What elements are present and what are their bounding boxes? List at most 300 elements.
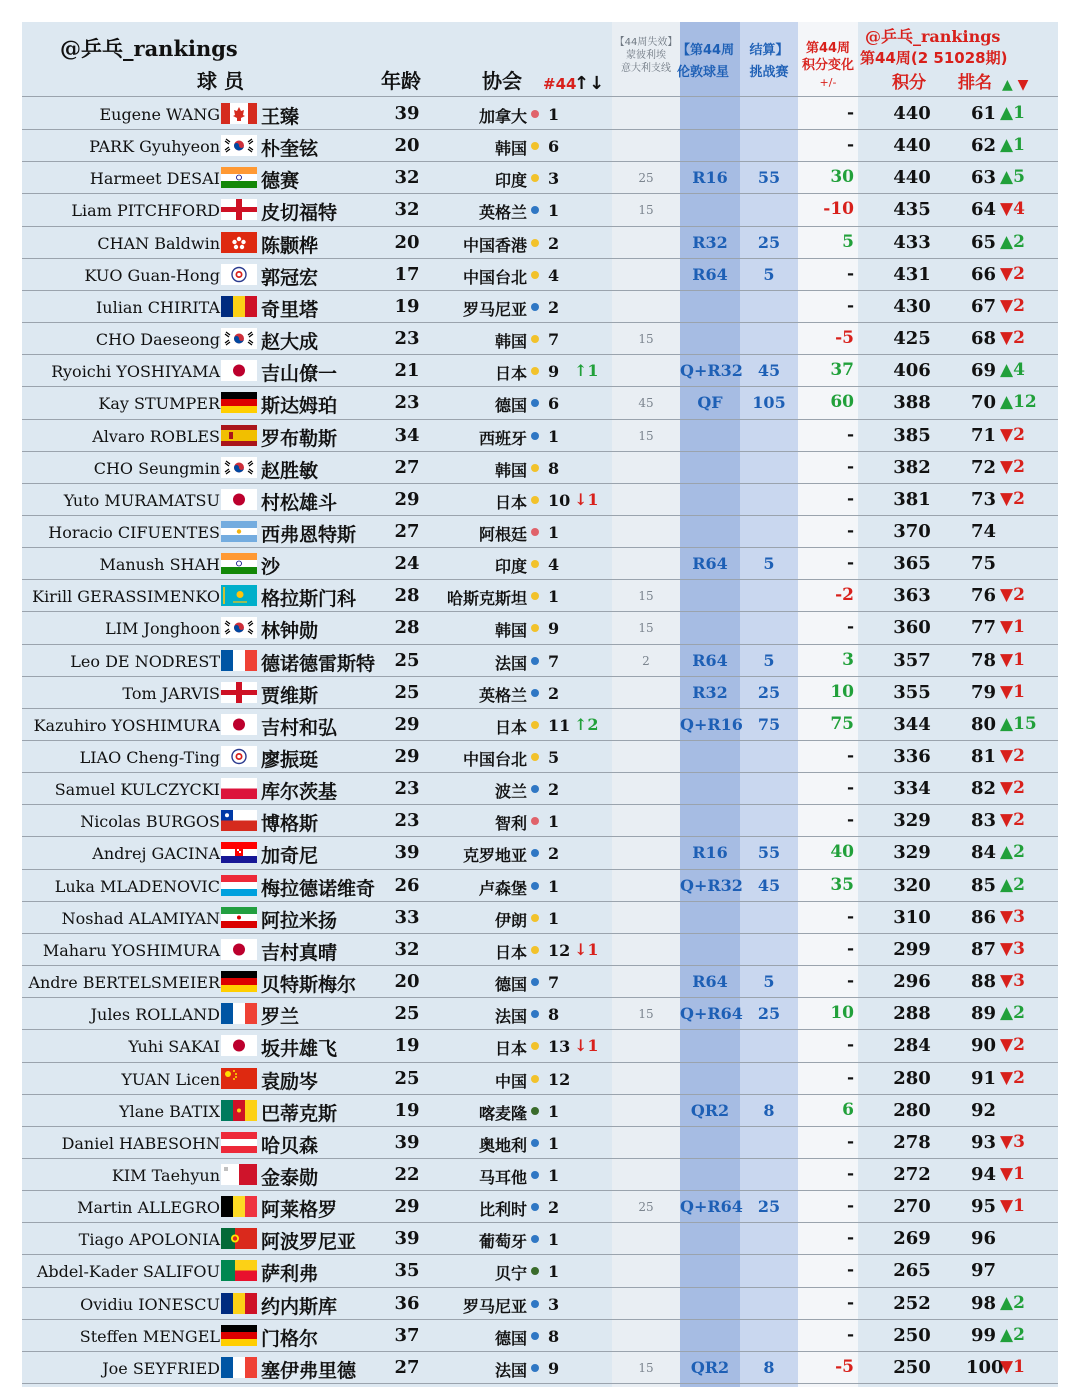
- association-rank-week44: 1: [548, 1101, 560, 1121]
- ranking-points: 381: [893, 488, 931, 510]
- points-change: 6: [842, 1099, 854, 1120]
- challenge-points: 55: [757, 168, 781, 188]
- player-age: 26: [394, 874, 420, 896]
- player-name-en: CHAN Baldwin: [97, 233, 220, 253]
- player-association: 韩国: [494, 460, 527, 480]
- association-rank-week44: 1: [548, 1230, 560, 1250]
- player-age: 27: [394, 456, 420, 478]
- points-change: 3: [842, 649, 854, 670]
- ranking-position: 84: [970, 842, 996, 864]
- ranking-position: 90: [970, 1035, 996, 1057]
- player-age: 23: [394, 810, 420, 832]
- region-dot-icon: [531, 753, 539, 761]
- ranking-position: 73: [970, 488, 996, 510]
- association-rank-move: ↓1: [574, 939, 599, 959]
- association-rank-week44: 1: [548, 105, 560, 124]
- table-row: [22, 419, 1058, 451]
- region-dot-icon: [531, 1075, 539, 1083]
- japan-flag-icon: [221, 489, 257, 510]
- romania-flag-icon: [221, 296, 257, 317]
- player-name-en: KIM Taehyun: [111, 1165, 220, 1185]
- header-player: 球 员: [197, 69, 244, 93]
- challenge-points: 55: [757, 843, 781, 863]
- ranking-points: 406: [893, 360, 931, 382]
- player-name-cn: 西弗恩特斯: [261, 523, 357, 546]
- player-age: 29: [394, 746, 420, 767]
- region-dot-icon: [531, 785, 539, 793]
- ranking-position: 71: [970, 424, 996, 446]
- ranking-position: 65: [970, 231, 996, 253]
- table-row: [22, 611, 1058, 643]
- region-dot-icon: [531, 721, 539, 729]
- association-rank-week44: 2: [548, 1198, 560, 1218]
- player-name-cn: 阿波罗尼亚: [261, 1231, 357, 1254]
- ranking-points: 278: [893, 1131, 931, 1153]
- player-name-cn: 阿拉米扬: [261, 909, 338, 932]
- player-age: 32: [394, 167, 420, 189]
- tournament-result: R64: [692, 554, 728, 574]
- player-age: 32: [394, 199, 420, 221]
- table-row: [22, 1351, 1058, 1383]
- player-name-en: Yuto MURAMATSU: [63, 490, 220, 510]
- ranking-position: 87: [970, 938, 996, 960]
- player-name-cn: 廖振珽: [261, 749, 319, 771]
- player-age: 19: [394, 1035, 420, 1057]
- player-name-cn: 罗兰: [261, 1006, 300, 1029]
- tournament-result: Q+R64: [680, 1197, 743, 1217]
- player-name-cn: 斯达姆珀: [261, 395, 338, 418]
- player-name-cn: 吉山僚一: [261, 363, 338, 386]
- region-dot-icon: [531, 1332, 539, 1340]
- player-association: 克罗地亚: [462, 846, 527, 866]
- header-expired: 【44周失效】 蒙彼利埃 意大利支线: [614, 37, 678, 74]
- player-age: 23: [394, 328, 420, 350]
- rank-movement: ▲12: [1000, 392, 1037, 413]
- rank-movement: ▼2: [1000, 488, 1025, 509]
- player-name-cn: 格拉斯门科: [261, 588, 357, 611]
- ranking-points: 435: [893, 199, 931, 221]
- rank-movement: ▼1: [1000, 1163, 1025, 1184]
- table-row: [22, 933, 1058, 965]
- points-change: -: [846, 488, 854, 509]
- france-flag-icon: [221, 650, 257, 671]
- region-dot-icon: [531, 303, 539, 311]
- association-rank-week44: 3: [548, 169, 560, 189]
- player-age: 35: [394, 1260, 420, 1282]
- header-challenge: 结算】 挑战赛: [749, 43, 789, 80]
- player-association: 比利时: [478, 1200, 527, 1220]
- rank-movement: ▲1: [1000, 103, 1025, 123]
- ranking-position: 64: [970, 199, 996, 221]
- region-dot-icon: [531, 1364, 539, 1372]
- ranking-points: 430: [893, 295, 931, 317]
- ranking-points: 329: [893, 842, 931, 864]
- player-age: 36: [394, 1292, 420, 1314]
- region-dot-icon: [531, 689, 539, 697]
- points-change: 37: [830, 360, 854, 381]
- player-association: 日本: [494, 942, 527, 962]
- croatia-flag-icon: [221, 842, 257, 863]
- ranking-position: 96: [970, 1228, 996, 1250]
- expired-points: 15: [638, 332, 654, 347]
- ranking-points: 284: [893, 1035, 931, 1057]
- player-name-en: Ovidiu IONESCU: [80, 1294, 220, 1314]
- points-change: -10: [823, 199, 854, 220]
- ranking-points: 272: [893, 1163, 931, 1185]
- malta-flag-icon: [221, 1164, 257, 1185]
- player-association: 日本: [494, 492, 527, 512]
- ranking-position: 100: [966, 1356, 1004, 1378]
- rank-movement: ▼3: [1000, 1131, 1025, 1152]
- association-rank-week44: 1: [548, 908, 560, 928]
- hongkong-flag-icon: [221, 232, 257, 253]
- player-name-en: Kay STUMPER: [98, 394, 220, 414]
- table-row: [22, 676, 1058, 708]
- player-name-cn: 皮切福特: [261, 202, 338, 225]
- ranking-points: 310: [893, 906, 931, 928]
- player-name-en: Horacio CIFUENTES: [48, 522, 220, 542]
- korea-flag-icon: [221, 328, 257, 349]
- expired-points: 15: [638, 203, 654, 218]
- association-rank-week44: 2: [548, 780, 560, 800]
- player-association: 英格兰: [478, 685, 527, 705]
- rank-movement: ▼2: [1000, 810, 1025, 831]
- player-association: 奥地利: [478, 1135, 527, 1155]
- association-rank-week44: 1: [548, 876, 560, 896]
- player-age: 20: [394, 971, 420, 993]
- player-name-en: Harmeet DESAI: [89, 169, 220, 189]
- points-change: -: [846, 906, 854, 927]
- luxembourg-flag-icon: [221, 875, 257, 896]
- table-row: [22, 547, 1058, 579]
- player-age: 28: [394, 585, 420, 607]
- region-dot-icon: [531, 239, 539, 247]
- points-change: -: [846, 424, 854, 445]
- player-age: 27: [394, 1356, 420, 1378]
- points-change: -: [846, 263, 854, 284]
- player-name-cn: 郭冠宏: [261, 266, 319, 289]
- player-name-en: Steffen MENGEL: [79, 1326, 220, 1346]
- japan-flag-icon: [221, 1035, 257, 1056]
- header-association: 协会: [482, 69, 522, 93]
- player-association: 德国: [494, 975, 527, 995]
- association-rank-week44: 9: [548, 619, 560, 639]
- points-change: -: [846, 778, 854, 799]
- ranking-position: 94: [970, 1163, 996, 1185]
- rank-movement: ▼2: [1000, 328, 1025, 349]
- region-dot-icon: [531, 946, 539, 954]
- ranking-position: 95: [970, 1196, 996, 1218]
- japan-flag-icon: [221, 360, 257, 381]
- rank-movement: ▼2: [1000, 1035, 1025, 1056]
- player-name-en: Tom JARVIS: [122, 683, 220, 703]
- ranking-points: 360: [893, 617, 931, 639]
- table-row: [22, 708, 1058, 740]
- player-name-en: KUO Guan-Hong: [84, 265, 220, 285]
- association-rank-week44: 7: [548, 973, 560, 993]
- india-flag-icon: [221, 167, 257, 188]
- player-name-cn: 加奇尼: [261, 845, 319, 868]
- player-name-en: PARK Gyuhyeon: [89, 137, 220, 157]
- tournament-result: R16: [692, 843, 728, 863]
- association-rank-week44: 6: [548, 137, 560, 157]
- ranking-points: 425: [893, 328, 931, 350]
- player-name-en: Samuel KULCZYCKI: [54, 780, 220, 800]
- challenge-points: 5: [763, 554, 775, 574]
- player-association: 中国台北: [462, 750, 527, 769]
- region-dot-icon: [531, 142, 539, 150]
- table-row: [22, 97, 1058, 129]
- rank-movement: ▼1: [1000, 617, 1025, 638]
- region-dot-icon: [531, 592, 539, 600]
- player-age: 34: [394, 424, 420, 446]
- player-association: 罗马尼亚: [462, 299, 527, 319]
- expired-points: 15: [638, 621, 654, 636]
- tournament-result: R32: [692, 682, 728, 702]
- rank-movement: ▼1: [1000, 1356, 1025, 1377]
- ranking-points: 265: [893, 1260, 931, 1282]
- table-row: [22, 129, 1058, 161]
- taipei-flag-icon: [221, 264, 257, 285]
- table-row: [22, 515, 1058, 547]
- player-name-cn: 林钟勋: [261, 620, 319, 643]
- player-name-en: Andre BERTELSMEIER: [28, 973, 220, 993]
- player-name-en: Yuhi SAKAI: [128, 1037, 220, 1057]
- player-association: 法国: [494, 653, 527, 673]
- player-age: 17: [394, 263, 420, 285]
- player-association: 日本: [494, 1039, 527, 1059]
- player-name-cn: 朴奎铉: [261, 138, 319, 161]
- challenge-points: 8: [763, 1357, 775, 1377]
- player-age: 37: [394, 1324, 420, 1346]
- player-name-en: LIM Jonghoon: [105, 619, 220, 639]
- ranking-points: 385: [893, 424, 931, 446]
- argentina-flag-icon: [221, 521, 257, 542]
- region-dot-icon: [531, 1139, 539, 1147]
- rank-movement: ▼3: [1000, 938, 1025, 959]
- player-age: 21: [394, 360, 420, 382]
- association-rank-move: ↓1: [574, 1036, 599, 1056]
- player-association: 韩国: [494, 139, 527, 159]
- ranking-position: 99: [970, 1324, 996, 1346]
- points-change: -: [846, 1292, 854, 1313]
- association-rank-week44: 4: [548, 555, 560, 575]
- association-rank-week44: 2: [548, 297, 560, 317]
- player-association: 中国: [494, 1071, 527, 1091]
- association-rank-week44: 13: [548, 1037, 571, 1057]
- korea-flag-icon: [221, 617, 257, 638]
- expired-points: 15: [638, 1360, 654, 1375]
- header-rank-arrows: ▲ ▼: [1002, 77, 1029, 93]
- challenge-points: 45: [757, 361, 781, 381]
- player-name-cn: 村松雄斗: [261, 491, 338, 514]
- ranking-points: 433: [893, 231, 931, 253]
- ranking-points: 329: [893, 810, 931, 832]
- association-rank-week44: 9: [548, 1358, 560, 1378]
- ranking-position: 62: [970, 135, 996, 157]
- rank-movement: ▼2: [1000, 585, 1025, 606]
- benin-flag-icon: [221, 1260, 257, 1281]
- ranking-points: 440: [893, 135, 931, 157]
- player-name-cn: 博格斯: [261, 813, 319, 836]
- points-change: -: [846, 1196, 854, 1217]
- ranking-points: 370: [893, 520, 931, 542]
- player-age: 22: [394, 1163, 420, 1185]
- player-name-en: Eugene WANG: [99, 105, 220, 124]
- association-rank-week44: 1: [548, 426, 560, 446]
- ranking-points: 280: [893, 1067, 931, 1089]
- japan-flag-icon: [221, 939, 257, 960]
- region-dot-icon: [531, 560, 539, 568]
- player-age: 29: [394, 488, 420, 510]
- ranking-points: 320: [893, 874, 931, 896]
- points-change: -: [846, 1131, 854, 1152]
- ranking-points: 440: [893, 103, 931, 124]
- player-age: 29: [394, 1196, 420, 1218]
- ranking-points: 270: [893, 1196, 931, 1218]
- row-divider: [22, 1383, 1058, 1384]
- player-association: 阿根廷: [478, 524, 527, 544]
- portugal-flag-icon: [221, 1228, 257, 1249]
- ranking-position: 85: [970, 874, 996, 896]
- ranking-position: 61: [970, 103, 996, 124]
- header-points: 积分: [892, 73, 926, 93]
- challenge-points: 105: [752, 393, 786, 413]
- rank-movement: ▲2: [1000, 874, 1025, 895]
- expired-points: 15: [638, 1007, 654, 1022]
- points-change: -: [846, 295, 854, 316]
- player-age: 39: [394, 103, 420, 124]
- table-row: [22, 740, 1058, 772]
- player-association: 西班牙: [478, 428, 527, 448]
- ranking-points: 355: [893, 681, 931, 703]
- table-row: [22, 1254, 1058, 1286]
- player-age: 39: [394, 842, 420, 864]
- player-name-cn: 袁励岑: [261, 1070, 319, 1093]
- ranking-points: 336: [893, 746, 931, 767]
- region-dot-icon: [531, 1171, 539, 1179]
- points-change: -5: [835, 1356, 854, 1377]
- association-rank-week44: 8: [548, 1326, 560, 1346]
- region-dot-icon: [531, 657, 539, 665]
- player-association: 哈斯克斯坦: [446, 589, 527, 609]
- rank-movement: ▲2: [1000, 842, 1025, 863]
- player-name-cn: 约内斯库: [261, 1295, 338, 1318]
- rank-movement: ▼2: [1000, 778, 1025, 799]
- rank-movement: ▲2: [1000, 1324, 1025, 1345]
- germany-flag-icon: [221, 392, 257, 413]
- england-flag-icon: [221, 682, 257, 703]
- tournament-result: Q+R16: [680, 714, 743, 734]
- taipei-flag-icon: [221, 746, 257, 767]
- points-change: -: [846, 1260, 854, 1281]
- association-rank-move: ↓1: [574, 489, 599, 509]
- region-dot-icon: [531, 1267, 539, 1275]
- challenge-points: 25: [757, 682, 781, 702]
- association-rank-week44: 2: [548, 844, 560, 864]
- england-flag-icon: [221, 199, 257, 220]
- association-rank-week44: 3: [548, 1294, 560, 1314]
- tournament-result: Q+R32: [680, 875, 743, 895]
- player-association: 印度: [494, 557, 527, 577]
- header-result: 【第44周 伦敦球星: [677, 43, 735, 80]
- rank-movement: ▼2: [1000, 263, 1025, 284]
- association-rank-week44: 11: [548, 715, 571, 735]
- ranking-position: 82: [970, 778, 996, 800]
- player-name-en: Jules ROLLAND: [90, 1005, 220, 1025]
- challenge-points: 75: [757, 714, 781, 734]
- ranking-position: 70: [970, 392, 996, 414]
- player-name-en: Ylane BATIX: [119, 1101, 220, 1121]
- table-row: [22, 1222, 1058, 1254]
- rank-movement: ▼3: [1000, 906, 1025, 927]
- ranking-position: 75: [970, 553, 996, 575]
- challenge-points: 25: [757, 1004, 781, 1024]
- points-change: 75: [830, 713, 854, 734]
- player-age: 25: [394, 1003, 420, 1025]
- region-dot-icon: [531, 1203, 539, 1211]
- association-rank-week44: 8: [548, 458, 560, 478]
- rank-movement: ▼2: [1000, 746, 1025, 766]
- rank-movement: ▲2: [1000, 231, 1025, 252]
- points-change: 5: [842, 231, 854, 252]
- points-change: -: [846, 456, 854, 477]
- ranking-points: 299: [893, 938, 931, 960]
- association-rank-week44: 10: [548, 490, 571, 510]
- table-row: [22, 965, 1058, 997]
- region-dot-icon: [531, 206, 539, 214]
- ranking-points: 363: [893, 585, 931, 607]
- ranking-position: 89: [970, 1003, 996, 1025]
- table-row: [22, 1319, 1058, 1351]
- association-rank-move: ↑1: [574, 361, 599, 381]
- points-change: 60: [830, 392, 854, 413]
- region-dot-icon: [531, 849, 539, 857]
- ranking-position: 79: [970, 681, 996, 703]
- table-row: [22, 258, 1058, 290]
- table-row: [22, 997, 1058, 1029]
- ranking-position: 66: [970, 263, 996, 285]
- association-rank-week44: 1: [548, 1165, 560, 1185]
- rank-movement: ▼1: [1000, 681, 1025, 702]
- player-name-cn: 德诺德雷斯特: [261, 652, 376, 675]
- association-rank-week44: 8: [548, 1005, 560, 1025]
- association-rank-week44: 1: [548, 812, 560, 832]
- points-change: -: [846, 617, 854, 638]
- points-change: 35: [830, 874, 854, 895]
- table-row: [22, 1287, 1058, 1319]
- player-name-en: Andrej GACINA: [92, 844, 220, 864]
- region-dot-icon: [531, 399, 539, 407]
- player-name-cn: 陈颢桦: [261, 234, 319, 257]
- table-row: [22, 804, 1058, 836]
- table-row: [22, 772, 1058, 804]
- table-row: [22, 1126, 1058, 1158]
- points-change: 30: [830, 167, 854, 188]
- points-change: -: [846, 1035, 854, 1056]
- header-period: 第44周(2 51028期): [860, 49, 1008, 67]
- ranking-points: 250: [893, 1356, 931, 1378]
- tournament-result: QR2: [690, 1357, 730, 1377]
- region-dot-icon: [531, 624, 539, 632]
- table-row: [22, 1158, 1058, 1190]
- expired-points: 25: [638, 1200, 654, 1215]
- player-association: 韩国: [494, 621, 527, 641]
- ranking-position: 74: [970, 520, 996, 542]
- ranking-position: 68: [970, 328, 996, 350]
- ranking-position: 93: [970, 1131, 996, 1153]
- player-name-cn: 门格尔: [261, 1327, 319, 1350]
